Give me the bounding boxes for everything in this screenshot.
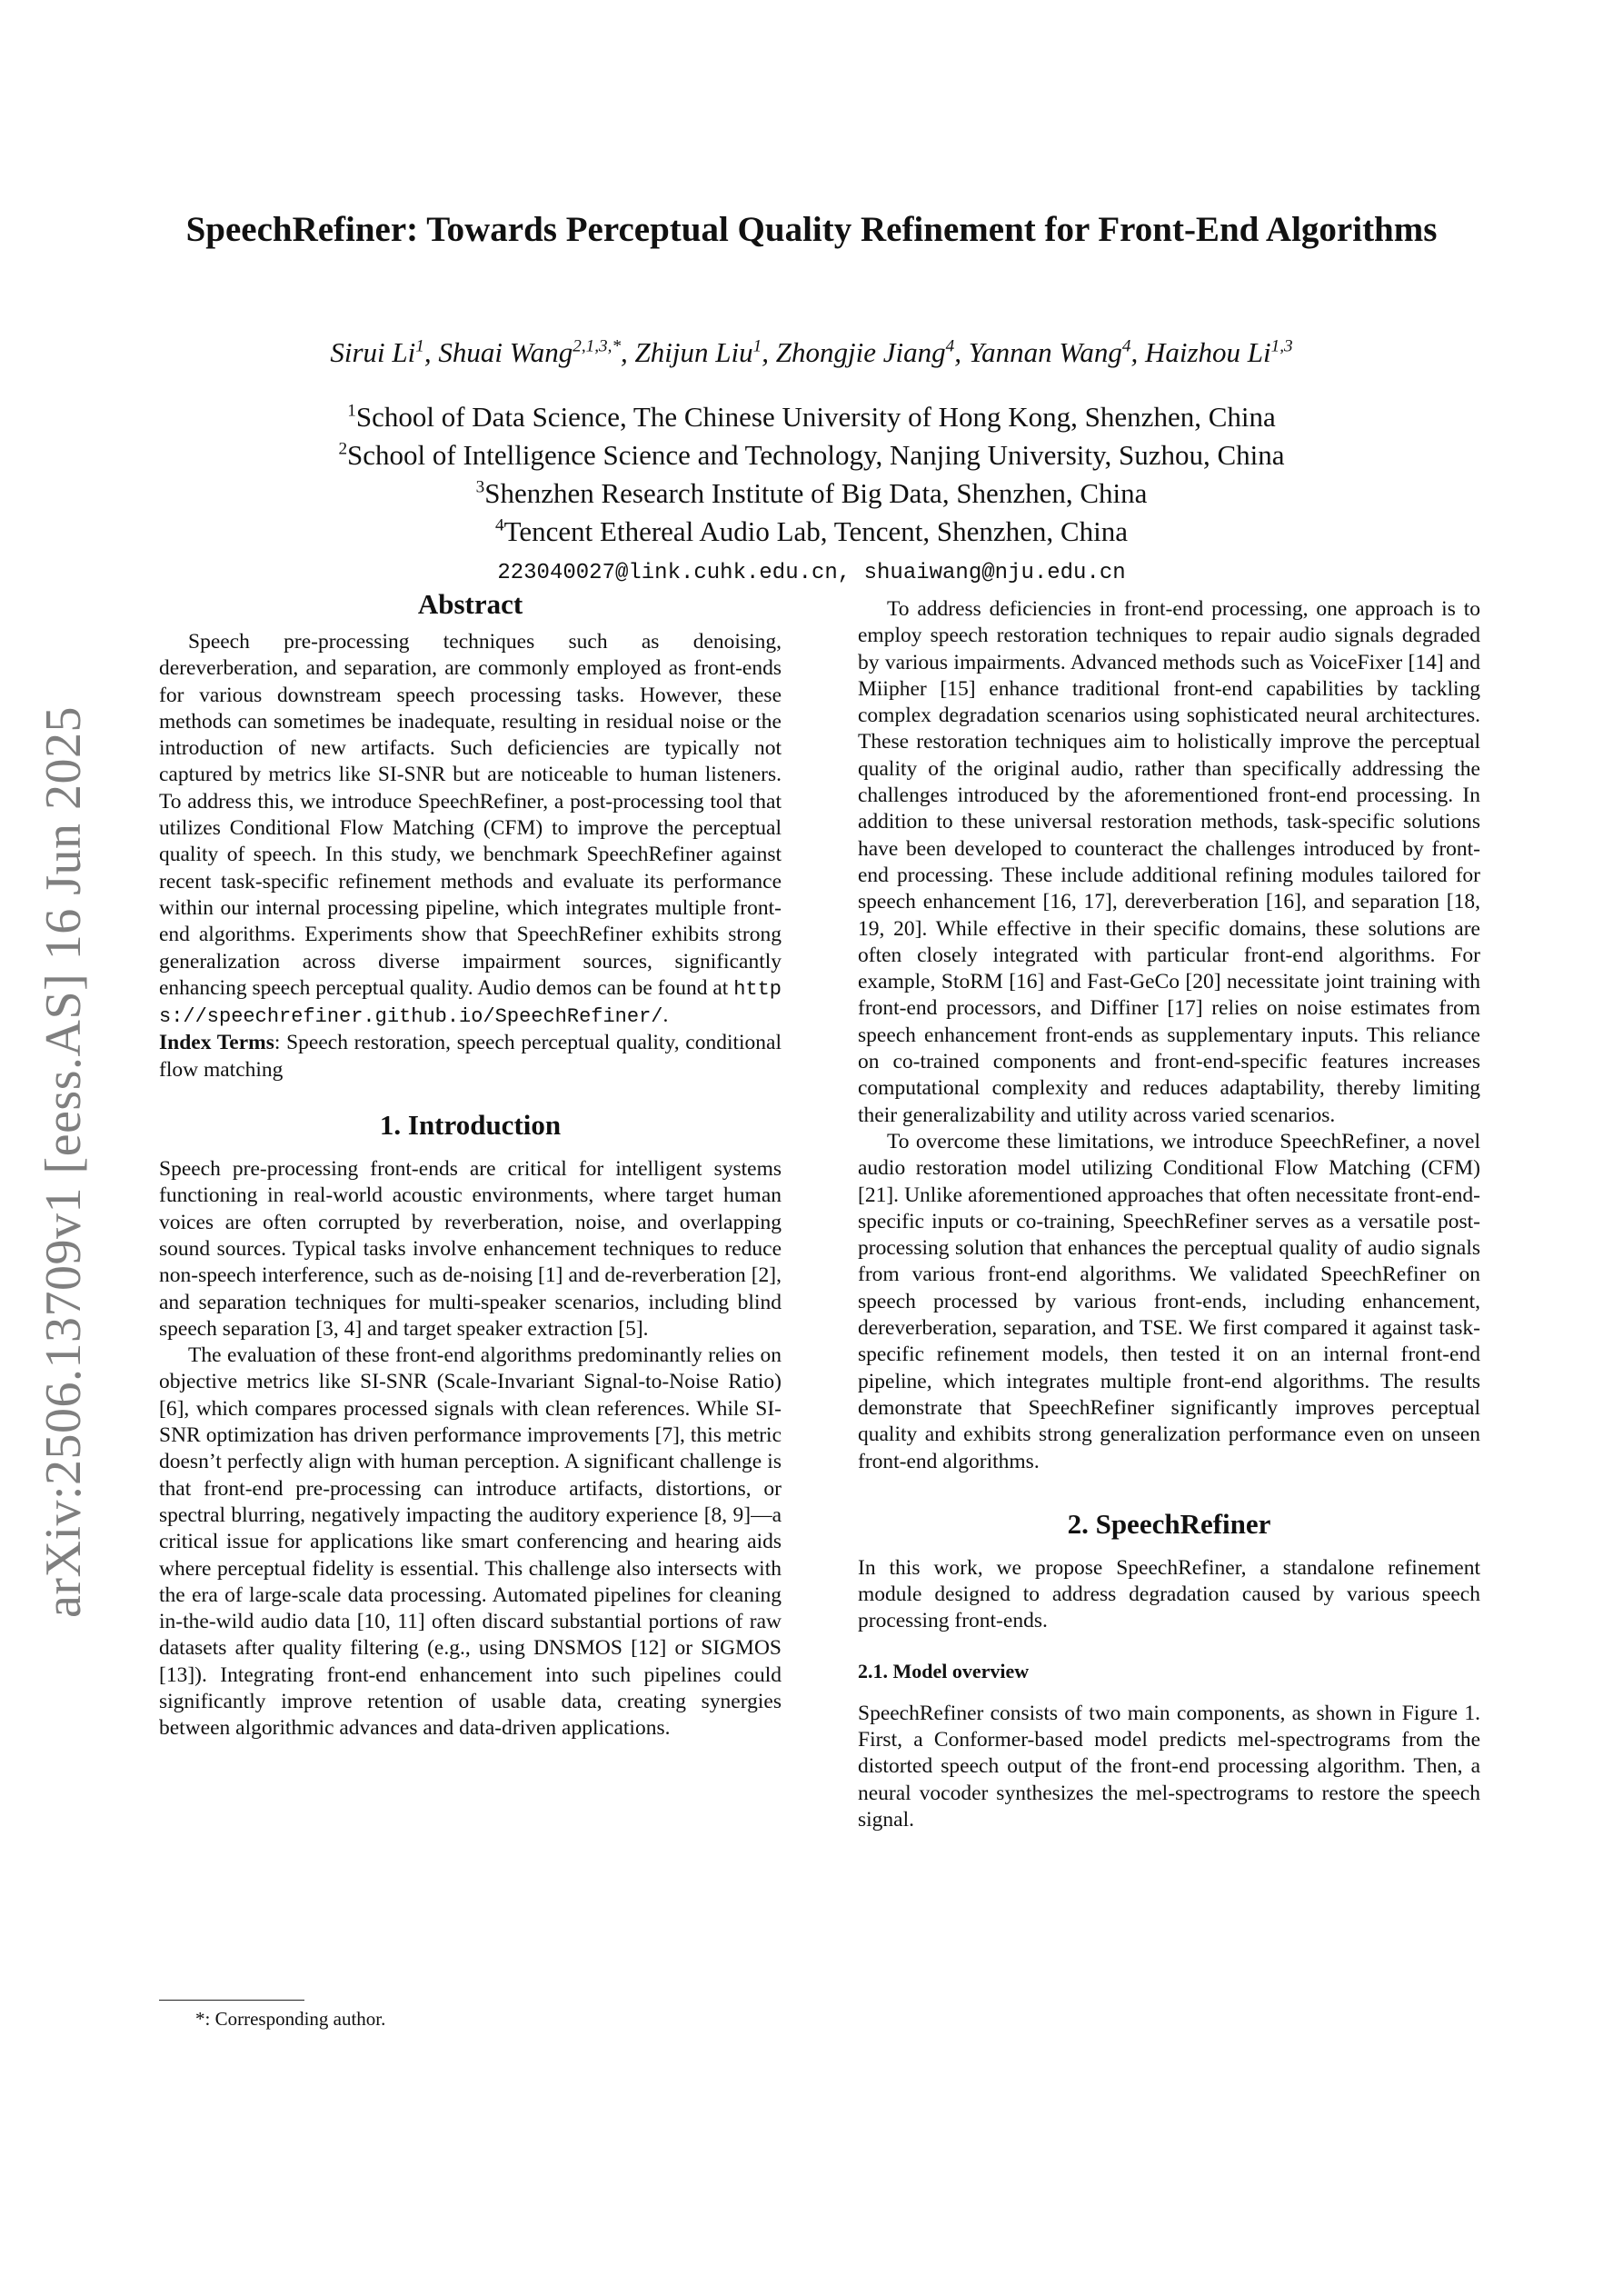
left-column — [159, 587, 782, 1742]
index-terms-label: Index Terms — [159, 1031, 274, 1055]
affiliation-list — [182, 398, 1441, 551]
section-heading-speechrefiner: 2. SpeechRefiner — [1067, 1507, 1271, 1540]
author-emails: 223040027@link.cuhk.edu.cn, shuaiwang@nju.edu.cn — [497, 561, 1126, 585]
paragraph: To overcome these limitations, we introduce SpeechRefiner, a novel audio restoration model utilizing Conditional Flow Matching (CFM) [21]. Unlike aforementioned approaches that often necessitate front-end-specific inputs or co-training, SpeechRefiner serves as a versatile post-processing solution that enhances the perceptual quality of audio signals from various front-end algorithms. We validated SpeechRefiner on speech processed by various front-ends, including enhancement, dereverberation, separation, and TSE. We first compared it against task-specific refinement models, then tested it on an internal front-end pipeline, which integrates multiple front-end algorithms. The results demonstrate that SpeechRefiner significantly improves perceptual quality and exhibits strong generalization performance even on unseen front-end algorithms. — [858, 1129, 1480, 1473]
footnote: *: Corresponding author. — [195, 2008, 386, 2030]
paragraph: SpeechRefiner consists of two main components, as shown in Figure 1. First, a Conformer-based model predicts mel-spectrograms from the distorted speech output of the front-end processing algorithm. Then, a neural vocoder synthesizes the mel-spectrograms to restore the speech signal. — [858, 1701, 1480, 1832]
author: Haizhou Li$^{1,3}$ — [1144, 336, 1293, 368]
paragraph: The evaluation of these front-end algorithms predominantly relies on objective metrics like SI-SNR (Scale-Invariant Signal-to-Noise Ratio) [6], which compares processed signals with clean references. While SI-SNR optimization has driven performance improvements [7], this metric doesn’t perfectly align with human perception. A significant challenge is that front-end pre-processing can introduce artifacts, distortions, or spectral blurring, negatively impacting the auditory experience [8, 9]—a critical issue for applications like smart conferencing and hearing aids where perceptual fidelity is essential. This challenge also intersects with the era of large-scale data processing. Automated pipelines for cleaning in-the-wild audio data [10, 11] often discard substantial portions of raw datasets after quality filtering (e.g., using DNSMOS [12] or SIGMOS [13]). Integrating front-end enhancement into such pipelines could significantly improve retention of usable data, creating synergies between algorithmic advances and data-driven applications. — [159, 1343, 782, 1741]
right-column — [858, 596, 1480, 1833]
abstract-body: Speech pre-processing techniques such as denoising, dereverberation, and separation, are commonly employed as front-ends for various downstream speech processing tasks. However, these methods can sometimes be inadequate, resulting in residual noise or the introduction of new artifacts. Such deficiencies are typically not captured by metrics like SI-SNR but are noticeable to human listeners. To address this, we introduce SpeechRefiner, a post-processing tool that utilizes Conditional Flow Matching (CFM) to improve the perceptual quality of speech. In this study, we benchmark SpeechRefiner against recent task-specific refinement methods and evaluate its performance within our internal processing pipeline, which integrates multiple front-end algorithms. Experiments show that SpeechRefiner exhibits strong generalization across diverse impairment sources, significantly enhancing speech perceptual quality. Audio demos can be found at https://speechrefiner.github.io/SpeechRefiner/. — [159, 630, 782, 1029]
author: Shuai Wang$^{2,1,3,*}$, — [438, 336, 635, 368]
index-terms: Index Terms: Speech restoration, speech perceptual quality, conditional flow matching — [159, 1031, 782, 1082]
affiliation: $^3$Shenzhen Research Institute of Big Data, Shenzhen, China — [475, 477, 1148, 509]
paragraph: Speech pre-processing front-ends are critical for intelligent systems functioning in real-world acoustic environments, where target human voices are often corrupted by reverberation, noise, and overlapping sound sources. Typical tasks involve enhancement techniques to reduce non-speech interference, such as de-noising [1] and de-reverberation [2], and separation techniques for multi-speaker scenarios, including blind speech separation [3, 4] and target speaker extraction [5]. — [159, 1157, 782, 1341]
affiliation: $^1$School of Data Science, The Chinese University of Hong Kong, Shenzhen, China — [347, 401, 1276, 433]
footnote-rule — [159, 2000, 304, 2001]
demo-link[interactable]: https://speechrefiner.github.io/SpeechRefiner/ — [159, 977, 782, 1029]
author: Sirui Li$^1$, — [330, 336, 439, 368]
affiliation: $^4$Tencent Ethereal Audio Lab, Tencent, Shenzhen, China — [495, 515, 1128, 547]
author: Zhongjie Jiang$^4$, — [775, 336, 969, 368]
author: Yannan Wang$^4$, — [968, 336, 1145, 368]
abstract-heading: Abstract — [417, 588, 523, 620]
paragraph: In this work, we propose SpeechRefiner, a standalone refinement module designed to address degradation caused by various speech processing front-ends. — [858, 1555, 1480, 1633]
affiliation: $^2$School of Intelligence Science and Technology, Nanjing University, Suzhou, China — [338, 439, 1285, 471]
author-list — [182, 334, 1441, 371]
paper-title: SpeechRefiner: Towards Perceptual Quality Refinement for Front-End Algorithms — [185, 210, 1438, 249]
author: Zhijun Liu$^1$, — [634, 336, 776, 368]
paragraph: To address deficiencies in front-end processing, one approach is to employ speech restoration techniques to repair audio signals degraded by various impairments. Advanced methods such as VoiceFixer [14] and Miipher [15] enhance traditional front-end capabilities by tackling complex degradation scenarios using sophisticated neural architectures. These restoration techniques aim to holistically improve the perceptual quality of the original audio, rather than specifically addressing the challenges introduced by the aforementioned front-end processing. In addition to these universal restoration methods, task-specific solutions have been developed to counteract the challenges introduced by front-end processing. These include additional refining modules tailored for speech enhancement [16, 17], dereverberation [16], and separation [18, 19, 20]. While effective in their specific domains, these solutions are often closely integrated with particular front-end algorithms. For example, StoRM [16] and Fast-GeCo [20] necessitate joint training with front-end processors, and Diffiner [17] relies on noise estimates from speech enhancement front-ends as supplementary inputs. This reliance on co-trained components and front-end-specific features increases computational complexity and reduces adaptability, thereby limiting their generalizability and utility across varied scenarios. — [858, 597, 1480, 1127]
arxiv-side-stamp: arXiv:2506.13709v1 [eess.AS] 16 Jun 2025 — [35, 705, 92, 1618]
subsection-heading-model-overview: 2.1. Model overview — [858, 1659, 1030, 1682]
section-heading-introduction: 1. Introduction — [379, 1109, 562, 1142]
